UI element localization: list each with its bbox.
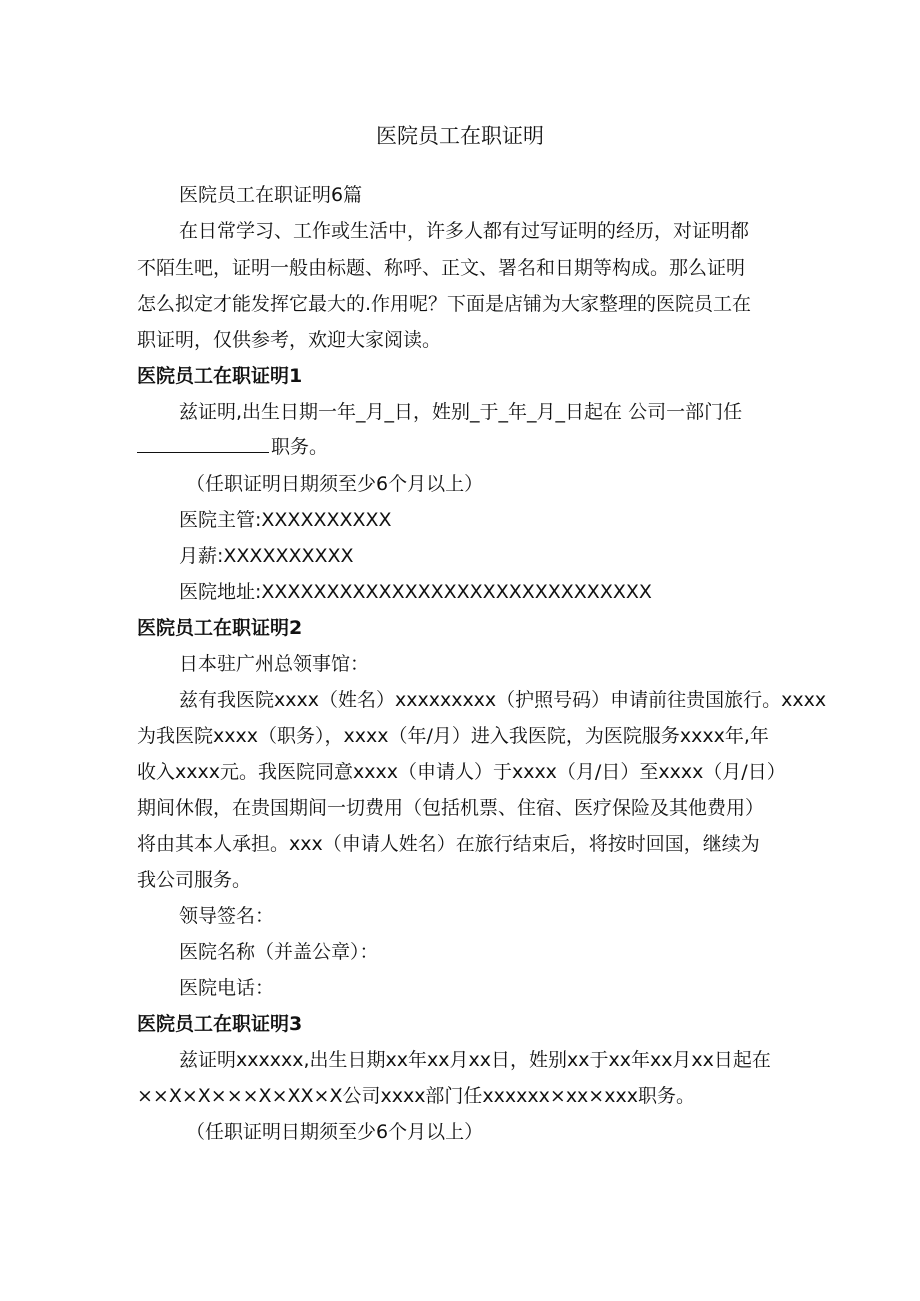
intro-line-4: 职证明，仅供参考，欢迎大家阅读。: [137, 329, 442, 351]
section-2-phone: 医院电话：: [179, 977, 275, 999]
document-subtitle: 医院员工在职证明6篇: [179, 184, 363, 206]
section-2-addressee: 日本驻广州总领事馆：: [179, 653, 370, 675]
section-2-body-line-5: 将由其本人承担。xxx（申请人姓名）在旅行结束后，将按时回国，继续为: [137, 833, 760, 855]
section-2-body-line-6: 我公司服务。: [137, 869, 252, 891]
section-1-line-2-text: 职务。: [271, 436, 329, 458]
section-1-line-2: [137, 432, 817, 462]
section-1-address: 医院地址:XXXXXXXXXXXXXXXXXXXXXXXXXXXXXX: [179, 581, 652, 603]
fill-in-blank: [137, 432, 269, 453]
section-1-line-1: 兹证明,出生日期一年_月_日，姓别_于_年_月_日起在 公司一部门任: [179, 401, 743, 423]
section-2-body-line-1: 兹有我医院xxxx（姓名）xxxxxxxxx（护照号码）申请前往贵国旅行。xxxx: [179, 689, 827, 711]
section-1-salary: 月薪:XXXXXXXXXX: [179, 545, 354, 567]
section-1-note: （任职证明日期须至少6个月以上）: [186, 473, 484, 495]
document-title: 医院员工在职证明: [376, 124, 544, 148]
section-3-line-2: ××X×X×××X×XX×X公司xxxx部门任xxxxxx×xx×xxx职务。: [137, 1085, 695, 1107]
section-2-body-line-3: 收入xxxx元。我医院同意xxxx（申请人）于xxxx（月/日）至xxxx（月/日）: [137, 761, 786, 783]
section-2-heading: 医院员工在职证明2: [137, 617, 303, 639]
section-3-note: （任职证明日期须至少6个月以上）: [186, 1121, 484, 1143]
section-2-sign: 领导签名：: [179, 905, 275, 927]
intro-line-1: 在日常学习、工作或生活中，许多人都有过写证明的经历，对证明都: [179, 220, 750, 242]
section-1-heading: 医院员工在职证明1: [137, 365, 303, 387]
section-2-body-line-2: 为我医院xxxx（职务），xxxx（年/月）进入我医院，为医院服务xxxx年,年: [137, 725, 769, 747]
section-2-body-line-4: 期间休假，在贵国期间一切费用（包括机票、住宿、医疗保险及其他费用）: [137, 797, 765, 819]
section-3-line-1: 兹证明xxxxxx,出生日期xx年xx月xx日，姓别xx于xx年xx月xx日起在: [179, 1049, 771, 1071]
intro-line-3: 怎么拟定才能发挥它最大的.作用呢？下面是店铺为大家整理的医院员工在: [137, 293, 752, 315]
intro-line-2: 不陌生吧，证明一般由标题、称呼、正文、署名和日期等构成。那么证明: [137, 257, 746, 279]
section-2-name-seal: 医院名称（并盖公章）：: [179, 941, 379, 963]
section-3-heading: 医院员工在职证明3: [137, 1013, 303, 1035]
section-1-supervisor: 医院主管:XXXXXXXXXX: [179, 509, 392, 531]
